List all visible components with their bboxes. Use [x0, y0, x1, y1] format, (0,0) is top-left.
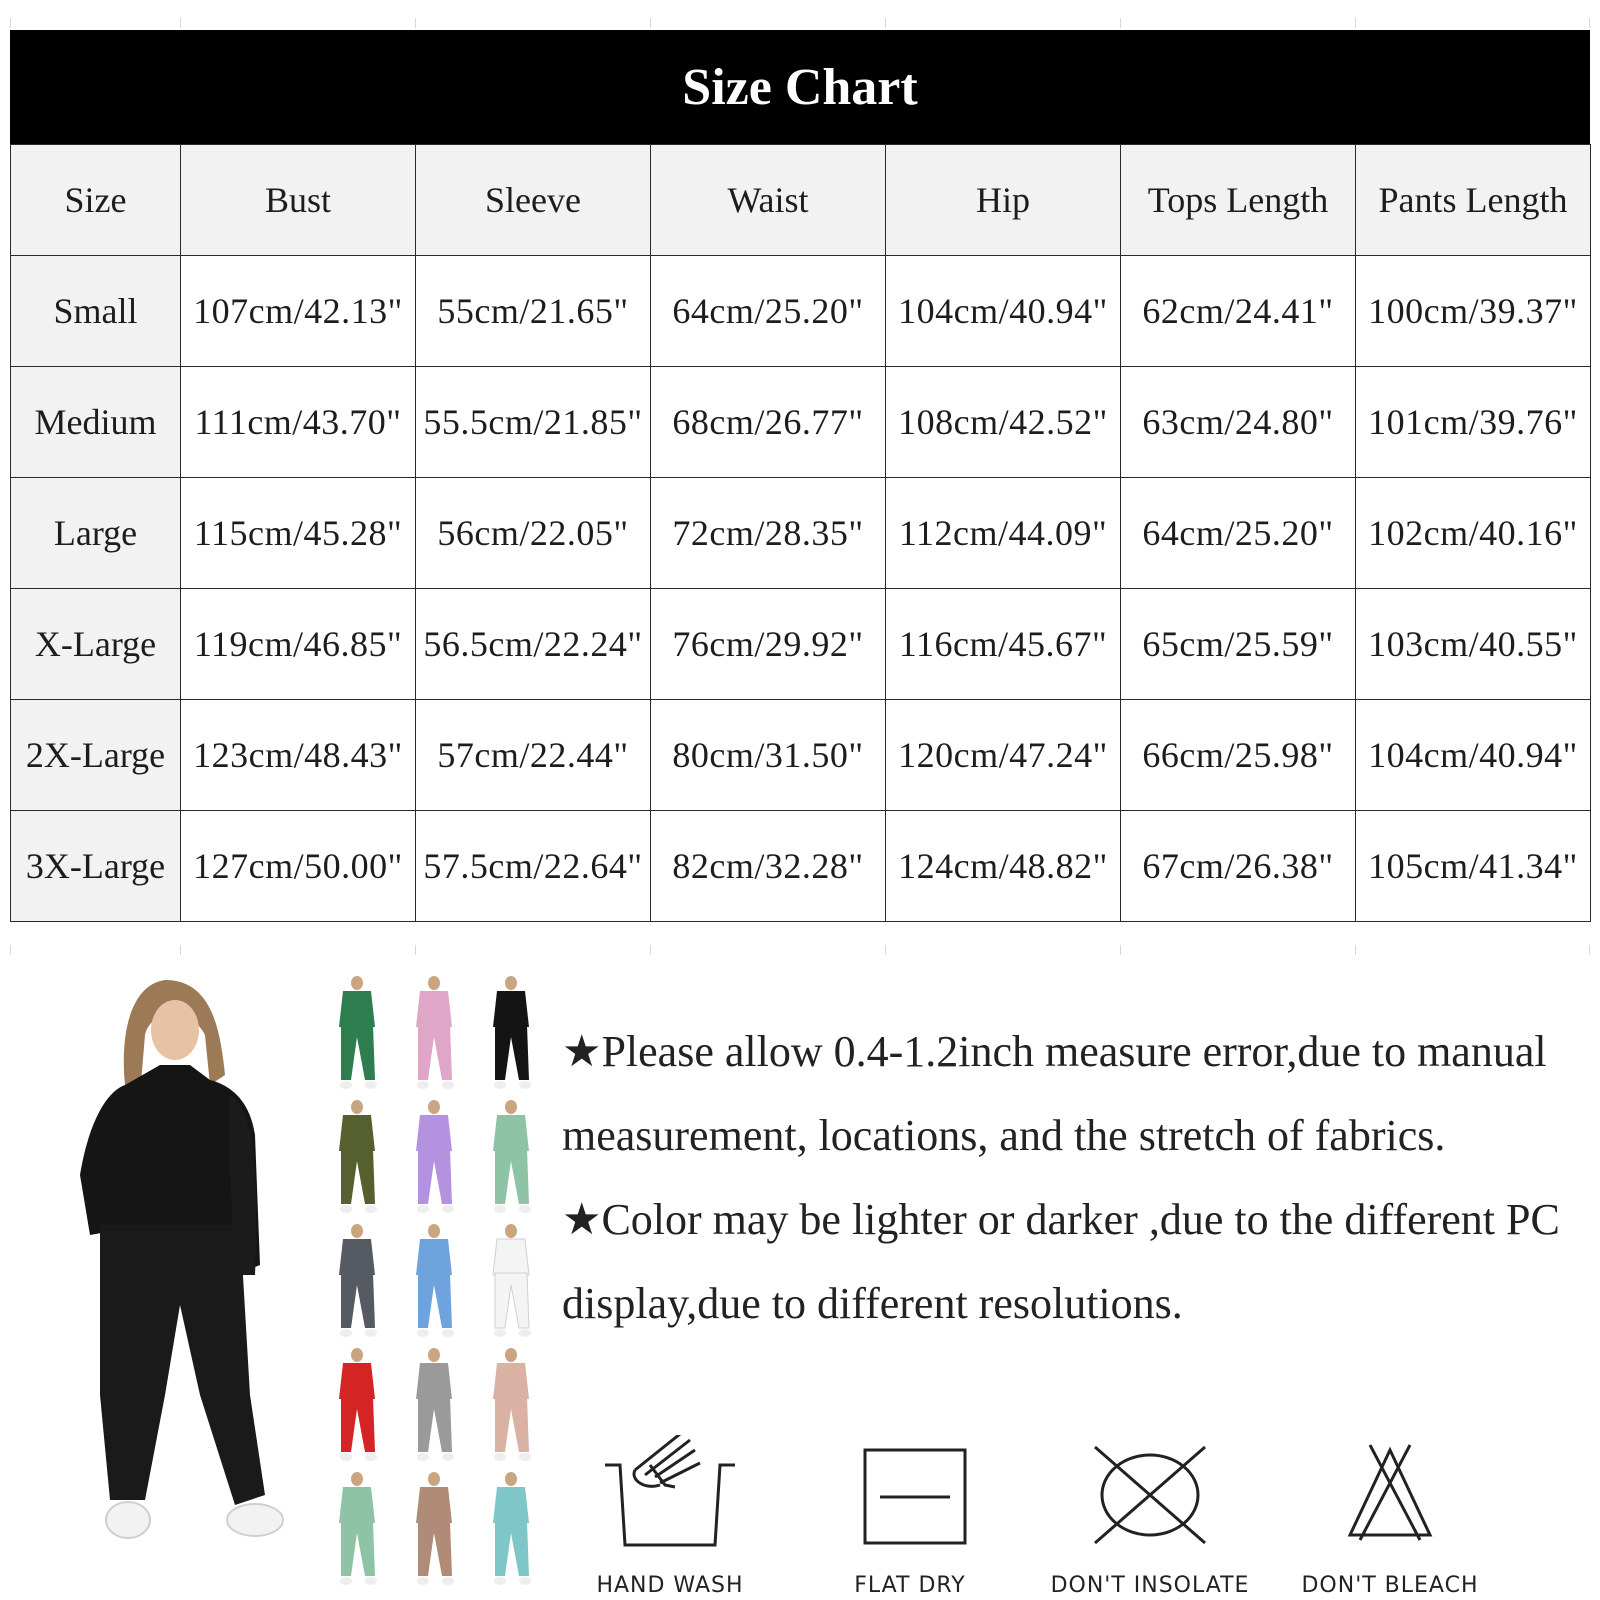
table-cell: 107cm/42.13" — [181, 256, 416, 367]
color-variant-thumbnail — [489, 1223, 539, 1341]
header-tops-length: Tops Length — [1121, 145, 1356, 256]
header-size: Size — [11, 145, 181, 256]
header-hip: Hip — [886, 145, 1121, 256]
size-label: Large — [11, 478, 181, 589]
note-measure-error: ★Please allow 0.4-1.2inch measure error,due to manual measurement, locations, and the stretch of fabrics. — [562, 1027, 1547, 1160]
care-do-not-bleach — [1280, 1425, 1500, 1600]
care-flat-dry — [800, 1425, 1020, 1600]
size-label: 3X-Large — [11, 811, 181, 922]
table-cell: 64cm/25.20" — [1121, 478, 1356, 589]
table-cell: 123cm/48.43" — [181, 700, 416, 811]
size-chart — [10, 30, 1590, 922]
table-cell: 57cm/22.44" — [416, 700, 651, 811]
care-label: FLAT DRY — [854, 1573, 966, 1598]
size-label: 2X-Large — [11, 700, 181, 811]
header-pants-length: Pants Length — [1356, 145, 1591, 256]
table-cell: 56.5cm/22.24" — [416, 589, 651, 700]
table-header-row — [11, 145, 1591, 256]
table-cell: 120cm/47.24" — [886, 700, 1121, 811]
table-cell: 112cm/44.09" — [886, 478, 1121, 589]
table-cell: 55cm/21.65" — [416, 256, 651, 367]
table-cell: 101cm/39.76" — [1356, 367, 1591, 478]
table-cell: 124cm/48.82" — [886, 811, 1121, 922]
table-cell: 115cm/45.28" — [181, 478, 416, 589]
table-row — [11, 478, 1591, 589]
table-cell: 102cm/40.16" — [1356, 478, 1591, 589]
note-color-variance: ★Color may be lighter or darker ,due to the different PC display,due to different resolutions. — [562, 1195, 1560, 1328]
table-cell: 56cm/22.05" — [416, 478, 651, 589]
chart-title: Size Chart — [10, 30, 1590, 144]
care-label: DON'T BLEACH — [1301, 1573, 1479, 1598]
bottom-tick-marks — [0, 0, 1600, 30]
table-row — [11, 256, 1591, 367]
table-cell: 62cm/24.41" — [1121, 256, 1356, 367]
header-bust: Bust — [181, 145, 416, 256]
do-not-insolate-icon — [1040, 1435, 1260, 1555]
table-cell: 105cm/41.34" — [1356, 811, 1591, 922]
color-variant-thumbnail — [412, 975, 462, 1093]
header-waist: Waist — [651, 145, 886, 256]
table-cell: 82cm/32.28" — [651, 811, 886, 922]
table-cell: 65cm/25.59" — [1121, 589, 1356, 700]
table-row — [11, 589, 1591, 700]
color-variant-thumbnail — [489, 975, 539, 1093]
table-cell: 72cm/28.35" — [651, 478, 886, 589]
table-cell: 55.5cm/21.85" — [416, 367, 651, 478]
care-do-not-insolate — [1040, 1425, 1260, 1600]
color-variant-thumbnail — [412, 1223, 462, 1341]
table-cell: 103cm/40.55" — [1356, 589, 1591, 700]
color-variant-thumbnail — [335, 1099, 385, 1217]
table-cell: 127cm/50.00" — [181, 811, 416, 922]
color-variant-thumbnail — [335, 975, 385, 1093]
table-cell: 63cm/24.80" — [1121, 367, 1356, 478]
color-variant-thumbnail — [412, 1099, 462, 1217]
care-instructions — [0, 1425, 1600, 1600]
care-hand-wash — [560, 1425, 780, 1600]
size-table — [10, 144, 1591, 922]
color-variant-thumbnail — [335, 1223, 385, 1341]
table-cell: 111cm/43.70" — [181, 367, 416, 478]
color-variant-thumbnail — [489, 1099, 539, 1217]
size-label: Medium — [11, 367, 181, 478]
table-cell: 100cm/39.37" — [1356, 256, 1591, 367]
size-label: X-Large — [11, 589, 181, 700]
table-cell: 119cm/46.85" — [181, 589, 416, 700]
do-not-bleach-icon — [1280, 1435, 1500, 1555]
table-row — [11, 811, 1591, 922]
table-cell: 104cm/40.94" — [886, 256, 1121, 367]
table-cell: 116cm/45.67" — [886, 589, 1121, 700]
table-cell: 57.5cm/22.64" — [416, 811, 651, 922]
table-row — [11, 367, 1591, 478]
table-cell: 67cm/26.38" — [1121, 811, 1356, 922]
table-cell: 80cm/31.50" — [651, 700, 886, 811]
hand-wash-icon — [560, 1435, 780, 1555]
notes — [562, 1010, 1582, 1346]
table-cell: 108cm/42.52" — [886, 367, 1121, 478]
table-cell: 76cm/29.92" — [651, 589, 886, 700]
table-row — [11, 700, 1591, 811]
care-label: DON'T INSOLATE — [1050, 1573, 1250, 1598]
table-cell: 68cm/26.77" — [651, 367, 886, 478]
care-label: HAND WASH — [596, 1573, 744, 1598]
table-cell: 66cm/25.98" — [1121, 700, 1356, 811]
flat-dry-icon — [800, 1435, 1020, 1555]
table-cell: 104cm/40.94" — [1356, 700, 1591, 811]
header-sleeve: Sleeve — [416, 145, 651, 256]
table-cell: 64cm/25.20" — [651, 256, 886, 367]
size-label: Small — [11, 256, 181, 367]
